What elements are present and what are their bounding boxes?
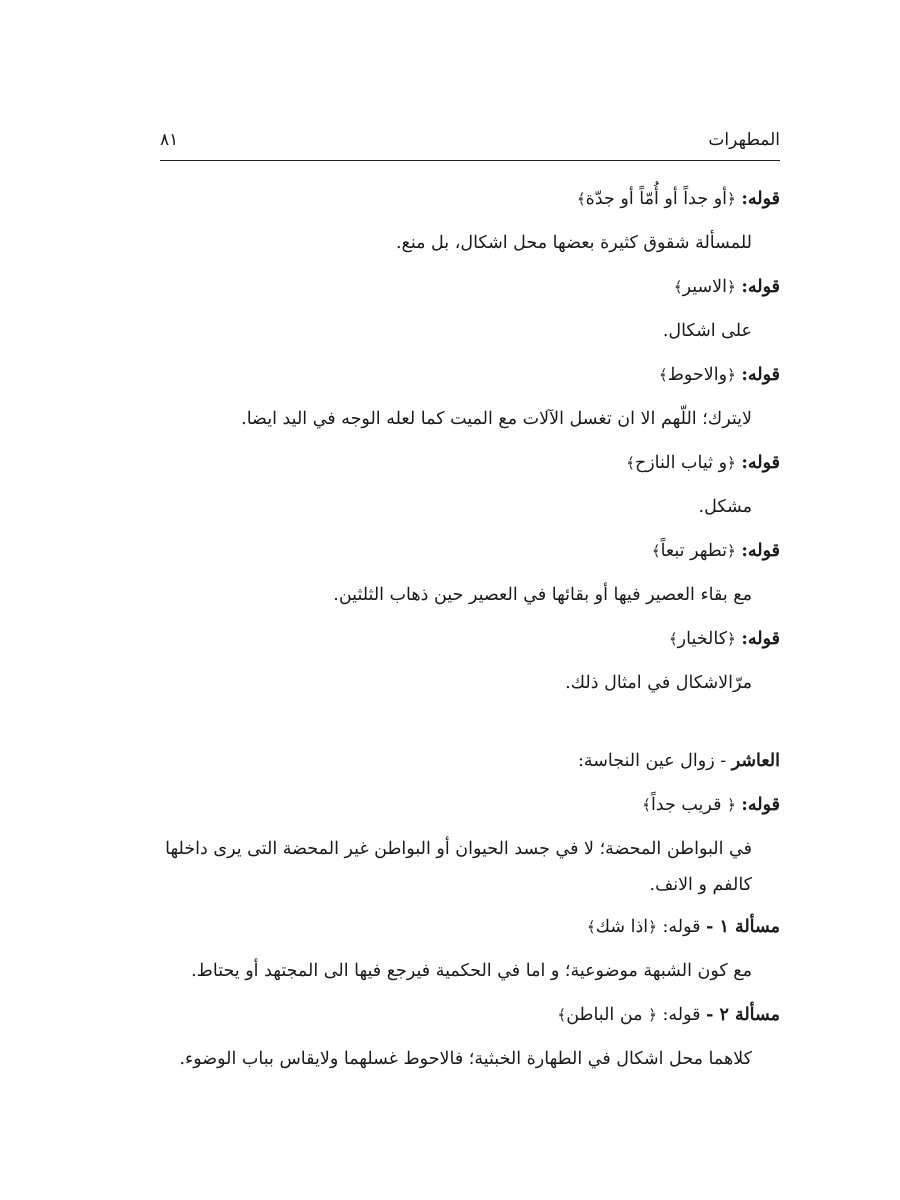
line-qawluh-4 <box>626 450 780 476</box>
qawluh-label: قوله: <box>741 541 780 561</box>
line-masala-2 <box>557 1002 780 1028</box>
line-qawluh-6 <box>669 626 780 652</box>
ornate-bracket-open-icon: ﴿ <box>648 918 657 936</box>
section-heading-title: - زوال عين النجاسة: <box>577 751 727 771</box>
line-qawluh-7 <box>642 792 780 818</box>
page-number: ٨١ <box>160 130 179 150</box>
commentary-line: على اشكال. <box>662 321 752 341</box>
ornate-bracket-close-icon: ﴾ <box>642 796 651 814</box>
ornate-bracket-close-icon: ﴾ <box>626 454 635 472</box>
ornate-bracket-close-icon: ﴾ <box>673 278 683 296</box>
qawluh-label: قوله: <box>741 453 780 473</box>
ornate-bracket-close-icon: ﴾ <box>651 542 661 560</box>
quoted-phrase: تطهر تبعاً <box>660 541 728 561</box>
qawluh-label: قوله: <box>741 189 780 209</box>
ornate-bracket-open-icon: ﴿ <box>727 796 736 814</box>
commentary-line: كلاهما محل اشكال في الطهارة الخبثية؛ فالاحوط غسلهما ولايقاس بباب الوضوء. <box>179 1049 752 1069</box>
ornate-bracket-open-icon: ﴿ <box>727 190 736 208</box>
ornate-bracket-close-icon: ﴾ <box>658 366 668 384</box>
quoted-phrase: والاحوط <box>667 365 728 385</box>
quoted-phrase: كالخيار <box>677 629 728 649</box>
ornate-bracket-open-icon: ﴿ <box>727 366 736 384</box>
qawluh-label: قوله: <box>741 277 780 297</box>
qawluh-label: قوله: <box>741 365 780 385</box>
quoted-phrase: أو جداً أو أُمّاً أو جدّة <box>585 189 728 209</box>
commentary-line: مع كون الشبهة موضوعية؛ و اما في الحكمية فيرجع فيها الى المجتهد أو يحتاط. <box>191 961 752 981</box>
quoted-phrase: من الباطن <box>566 1005 643 1025</box>
commentary-line: مع بقاء العصير فيها أو بقائها في العصير حين ذهاب الثلثين. <box>333 585 752 605</box>
line-qawluh-2 <box>674 274 780 300</box>
commentary-line: في البواطن المحضة؛ لا في جسد الحيوان أو البواطن غير المحضة التى يرى داخلها <box>165 839 752 859</box>
header-title: المطهرات <box>708 130 780 150</box>
line-masala-1 <box>587 914 780 940</box>
commentary-line: مشكل. <box>698 497 752 517</box>
quoted-phrase: و ثياب النازح <box>634 453 728 473</box>
quoted-phrase: اذا شك <box>595 917 649 937</box>
quoted-phrase: قريب جداً <box>650 795 722 815</box>
qawluh-label: قوله: <box>662 1005 701 1025</box>
ornate-bracket-close-icon: ﴾ <box>576 190 586 208</box>
section-heading <box>578 748 780 774</box>
ornate-bracket-open-icon: ﴿ <box>727 630 736 648</box>
qawluh-label: قوله: <box>662 917 701 937</box>
commentary-line: لايترك؛ اللّهم الا ان تغسل الآلات مع الميت كما لعله الوجه في اليد ايضا. <box>241 409 752 429</box>
commentary-line: للمسألة شقوق كثيرة بعضها محل اشكال، بل منع. <box>395 233 752 253</box>
line-qawluh-5 <box>652 538 780 564</box>
commentary-line: مرّالاشكال في امثال ذلك. <box>565 673 752 693</box>
ornate-bracket-open-icon: ﴿ <box>727 454 736 472</box>
ornate-bracket-close-icon: ﴾ <box>668 630 678 648</box>
line-qawluh-3 <box>659 362 780 388</box>
section-heading-number: العاشر <box>731 751 780 771</box>
masala-label: مسألة ٢ - <box>706 1005 780 1025</box>
quoted-phrase: الاسير <box>682 277 728 297</box>
line-qawluh-1 <box>577 186 780 212</box>
ornate-bracket-open-icon: ﴿ <box>727 542 736 560</box>
commentary-line: كالفم و الانف. <box>649 875 752 895</box>
qawluh-label: قوله: <box>741 795 780 815</box>
ornate-bracket-open-icon: ﴿ <box>727 278 736 296</box>
qawluh-label: قوله: <box>741 629 780 649</box>
ornate-bracket-open-icon: ﴿ <box>648 1006 657 1024</box>
masala-label: مسألة ١ - <box>706 917 780 937</box>
ornate-bracket-close-icon: ﴾ <box>557 1006 567 1024</box>
ornate-bracket-close-icon: ﴾ <box>586 918 596 936</box>
